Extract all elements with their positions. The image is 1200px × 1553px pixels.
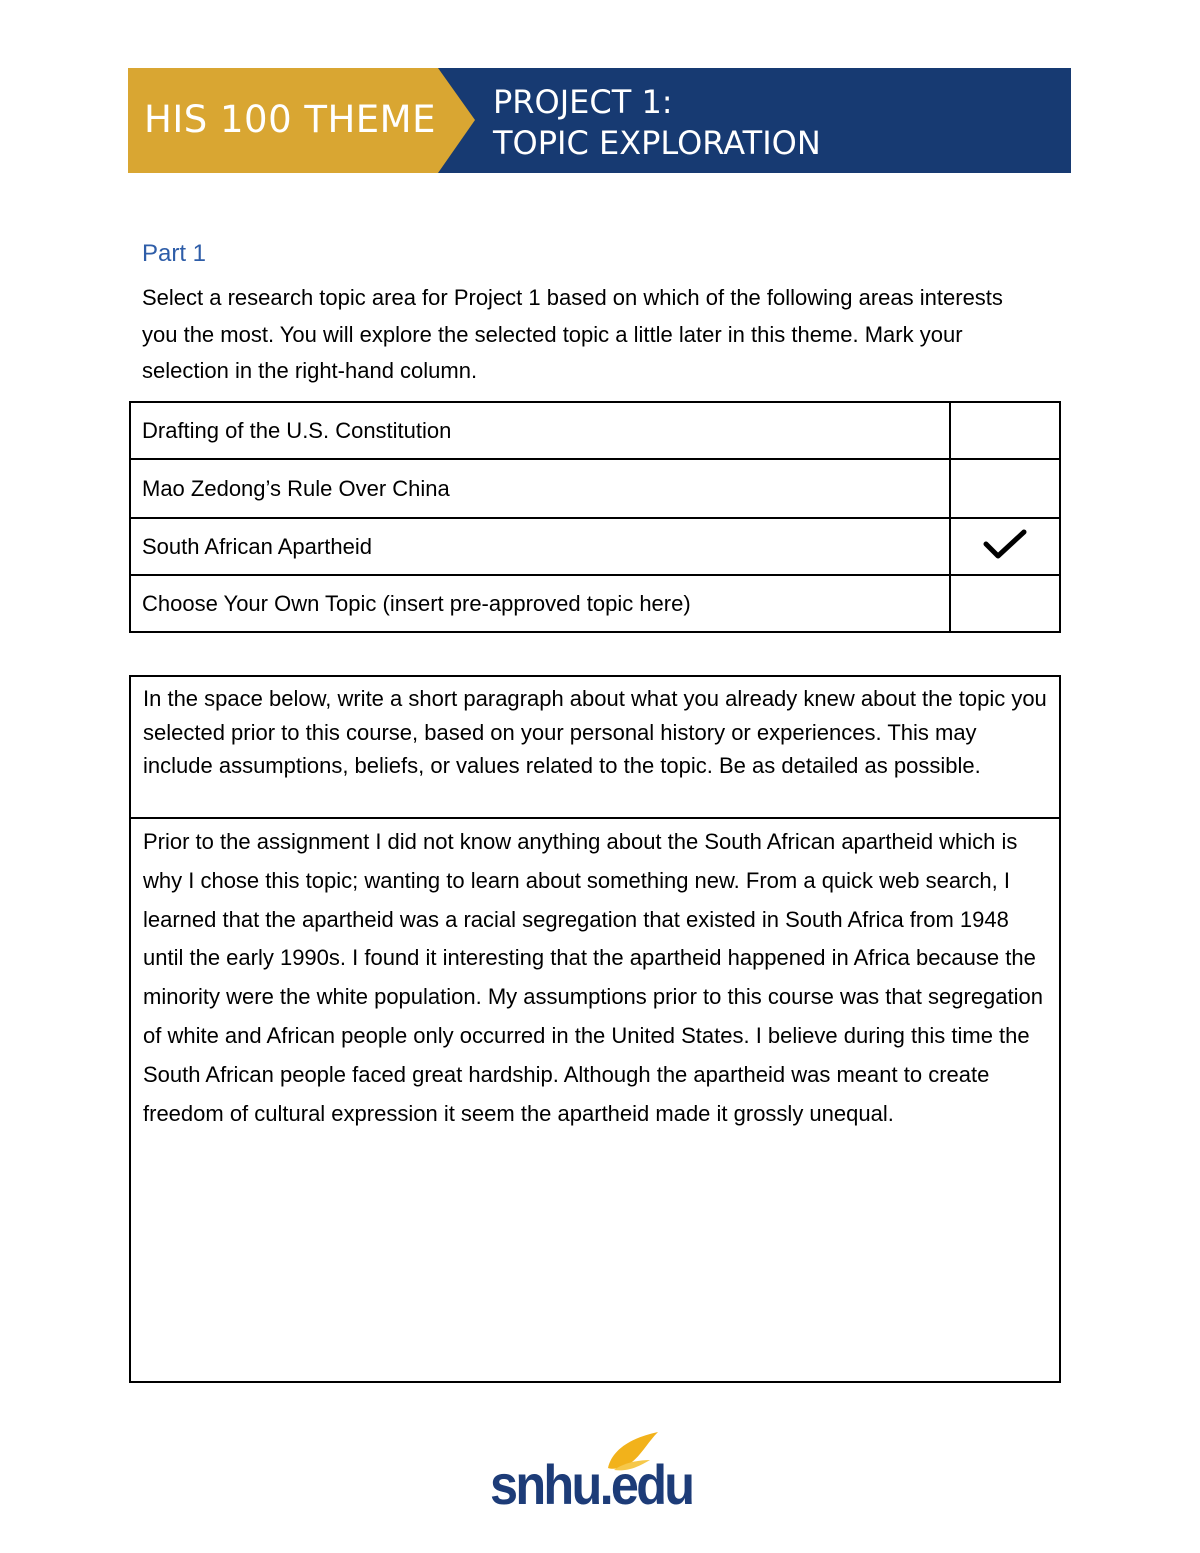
header-banner	[128, 68, 1071, 173]
instructions-text: Select a research topic area for Project 1 based on which of the following areas interests you the most. You will explore the selected topic a little later in this theme. Mark your selection in the right-hand column.	[142, 285, 1003, 383]
reflection-box	[129, 675, 1061, 1383]
topic-selection-table	[129, 401, 1061, 633]
topic-label: Mao Zedong’s Rule Over China	[130, 459, 950, 518]
project-title	[493, 82, 821, 164]
topic-row	[130, 459, 1060, 518]
theme-title: HIS 100 THEME	[144, 98, 436, 141]
reflection-answer[interactable]: Prior to the assignment I did not know anything about the South African apartheid which is why I chose this topic; wanting to learn about something new. From a quick web search, I learned that the apartheid was a racial segregation that existed in South Africa from 1948 until the early 1990s. I found it interesting that the apartheid happened in Africa because the minority were the white population. My assumptions prior to this course was that segregation of white and African people only occurred in the United States. I believe during this time the South African people faced great hardship. Although the apartheid was meant to create freedom of cultural expression it seem the apartheid made it grossly unequal.	[143, 829, 1043, 1126]
topic-selection-cell[interactable]	[950, 402, 1060, 459]
logo-text: snhu.edu	[490, 1453, 693, 1516]
topic-label: Drafting of the U.S. Constitution	[130, 402, 950, 459]
topic-selection-cell[interactable]	[950, 459, 1060, 518]
project-title-line2: TOPIC EXPLORATION	[493, 124, 821, 162]
part-heading: Part 1	[142, 240, 207, 267]
topic-label: South African Apartheid	[130, 518, 950, 575]
checkmark-icon	[980, 526, 1030, 562]
topic-selection-cell[interactable]	[950, 518, 1060, 575]
topic-selection-cell[interactable]	[950, 575, 1060, 632]
reflection-prompt: In the space below, write a short paragraph about what you already knew about the topic you selected prior to this course, based on your personal history or experiences. This may include assumptions, beliefs, or values related to the topic. Be as detailed as possible.	[131, 677, 1059, 819]
topic-row	[130, 402, 1060, 459]
snhu-logo	[490, 1430, 700, 1520]
topic-row	[130, 518, 1060, 575]
topic-label: Choose Your Own Topic (insert pre-approved topic here)	[130, 575, 950, 632]
project-title-line1: PROJECT 1:	[493, 83, 673, 121]
topic-row	[130, 575, 1060, 632]
